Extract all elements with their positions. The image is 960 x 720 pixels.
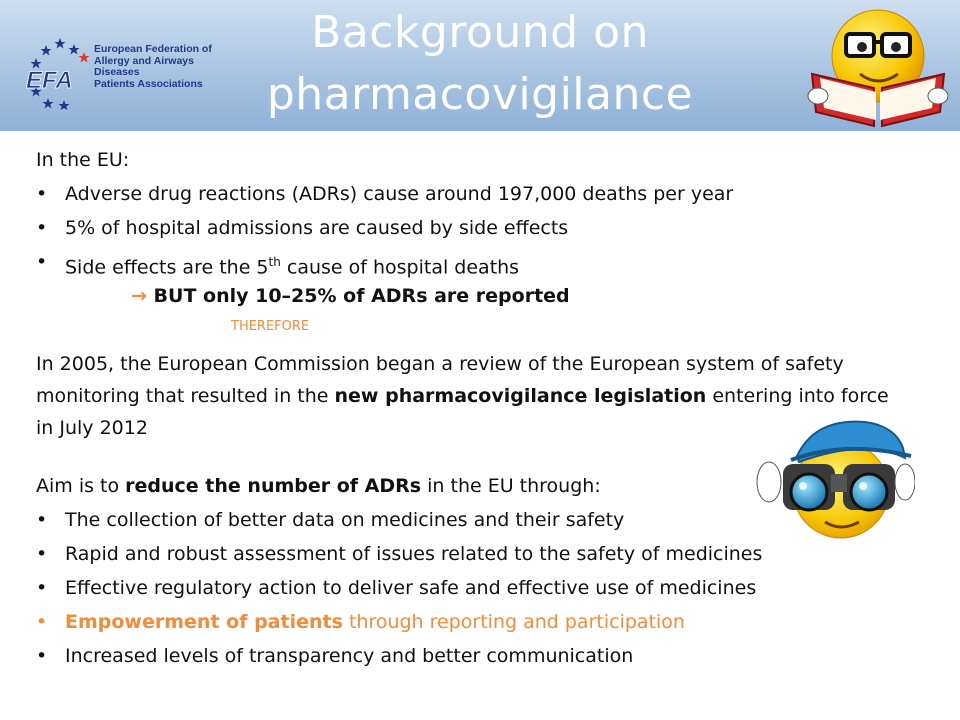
arrow-statement <box>36 284 916 318</box>
aim-item: • The collection of better data on medicines and their safety <box>36 508 916 542</box>
fact3-post: cause of hospital deaths <box>280 256 520 279</box>
empowerment-bold: Empowerment of patients <box>65 611 343 633</box>
para-bold: new pharmacovigilance legislation <box>334 385 707 407</box>
efa-logo-line1: European Federation of <box>94 43 212 55</box>
efa-logo-line3: Patients Associations <box>94 77 203 90</box>
fact3-pre: Side effects are the 5 <box>65 256 269 279</box>
empowerment-rest: through reporting and participation <box>342 611 685 633</box>
aim-item: • Increased levels of transparency and better communication <box>36 644 916 678</box>
reading-smiley-icon <box>800 4 950 129</box>
efa-abbr: EFA <box>26 67 73 94</box>
binoculars-smiley-icon <box>755 412 915 542</box>
slide-header <box>0 0 960 131</box>
aim-item: • Rapid and robust assessment of issues related to the safety of medicines <box>36 542 916 576</box>
title-line-2: pharmacovigilance <box>266 69 694 120</box>
fact-item <box>36 250 916 284</box>
aim-post: in the EU through: <box>421 475 601 497</box>
aim-pre: Aim is to <box>36 475 126 497</box>
arrow-text: BUT only 10–25% of ADRs are reported <box>146 285 570 307</box>
aim-bold: reduce the number of ADRs <box>125 475 422 497</box>
efa-stars-logo-icon <box>24 30 96 110</box>
para-pre: In 2005, the European Commission began a review of the European system of safety monitoring that resulted in the <box>36 353 844 407</box>
slide-title <box>180 2 780 126</box>
therefore-label: THEREFORE <box>231 319 310 334</box>
aim-item: • Effective regulatory action to deliver safe and effective use of medicines <box>36 576 916 610</box>
aim-item-empowerment <box>36 610 916 644</box>
fact-item: • 5% of hospital admissions are caused by side effects <box>36 216 916 250</box>
efa-logo-line2: Allergy and Airways Diseases <box>94 54 194 78</box>
title-line-1: Background on <box>311 7 649 58</box>
intro-text: In the EU: <box>36 149 130 171</box>
arrow-icon: → <box>131 285 147 307</box>
para-post: entering into force in July 2012 <box>36 385 889 439</box>
fact-item: • Adverse drug reactions (ADRs) cause around 197,000 deaths per year <box>36 182 916 216</box>
fact3-sup: th <box>268 255 281 269</box>
